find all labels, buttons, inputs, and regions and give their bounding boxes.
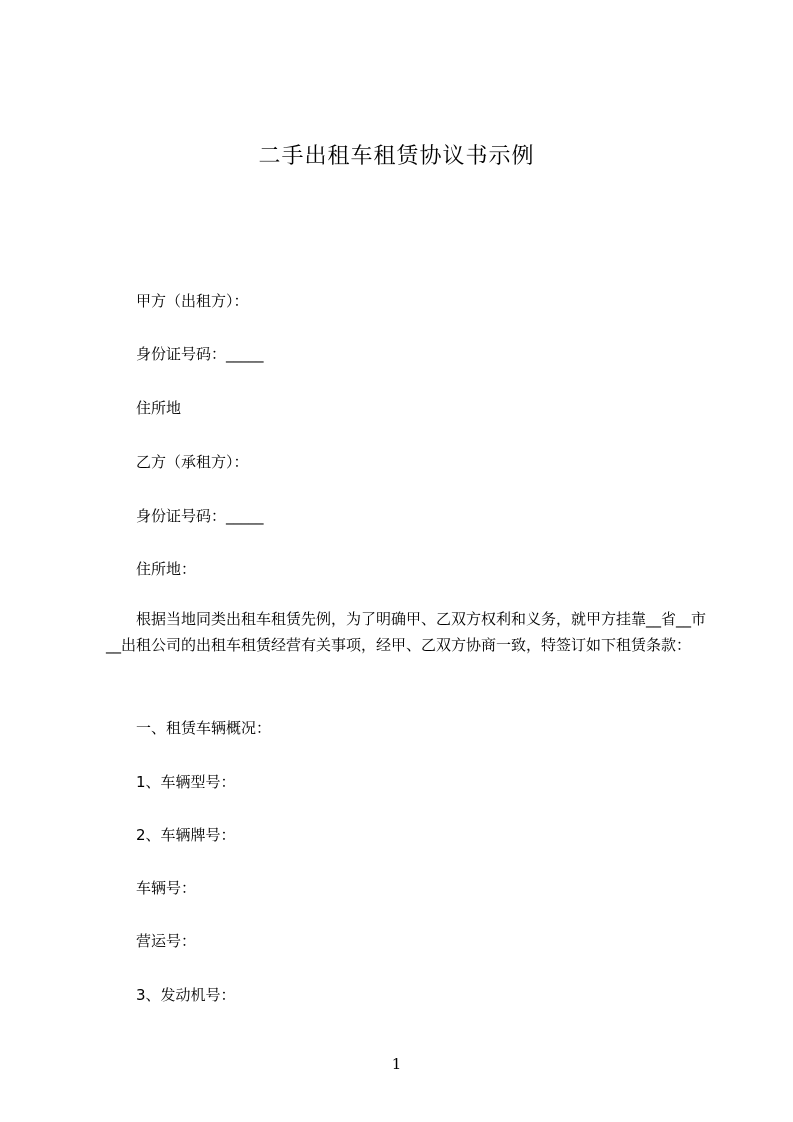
party-a-address: 住所地 [136, 399, 182, 417]
page-number: 1 [391, 1055, 402, 1073]
document-title: 二手出租车租赁协议书示例 [258, 144, 535, 169]
vehicle-number-item: 车辆号： [136, 879, 197, 897]
engine-number-item: 3、发动机号： [136, 986, 236, 1004]
party-b-address: 住所地： [136, 560, 197, 578]
preamble-paragraph: 根据当地同类出租车租赁先例，为了明确甲、乙双方权利和义务，就甲方挂靠__省__市__出租公司的出租车租赁经营有关事项，经甲、乙双方协商一致，特签订如下租赁条款： [106, 610, 707, 654]
party-a-label: 甲方（出租方）： [136, 292, 249, 310]
party-b-id-number: 身份证号码：_____ [136, 507, 264, 525]
vehicle-model-item: 1、车辆型号： [136, 773, 236, 791]
section-heading: 一、租赁车辆概况： [136, 719, 272, 737]
vehicle-plate-item: 2、车辆牌号： [136, 826, 236, 844]
operation-number-item: 营运号： [136, 932, 197, 950]
party-b-label: 乙方（承租方）： [136, 453, 249, 471]
party-a-id-number: 身份证号码：_____ [136, 345, 264, 363]
